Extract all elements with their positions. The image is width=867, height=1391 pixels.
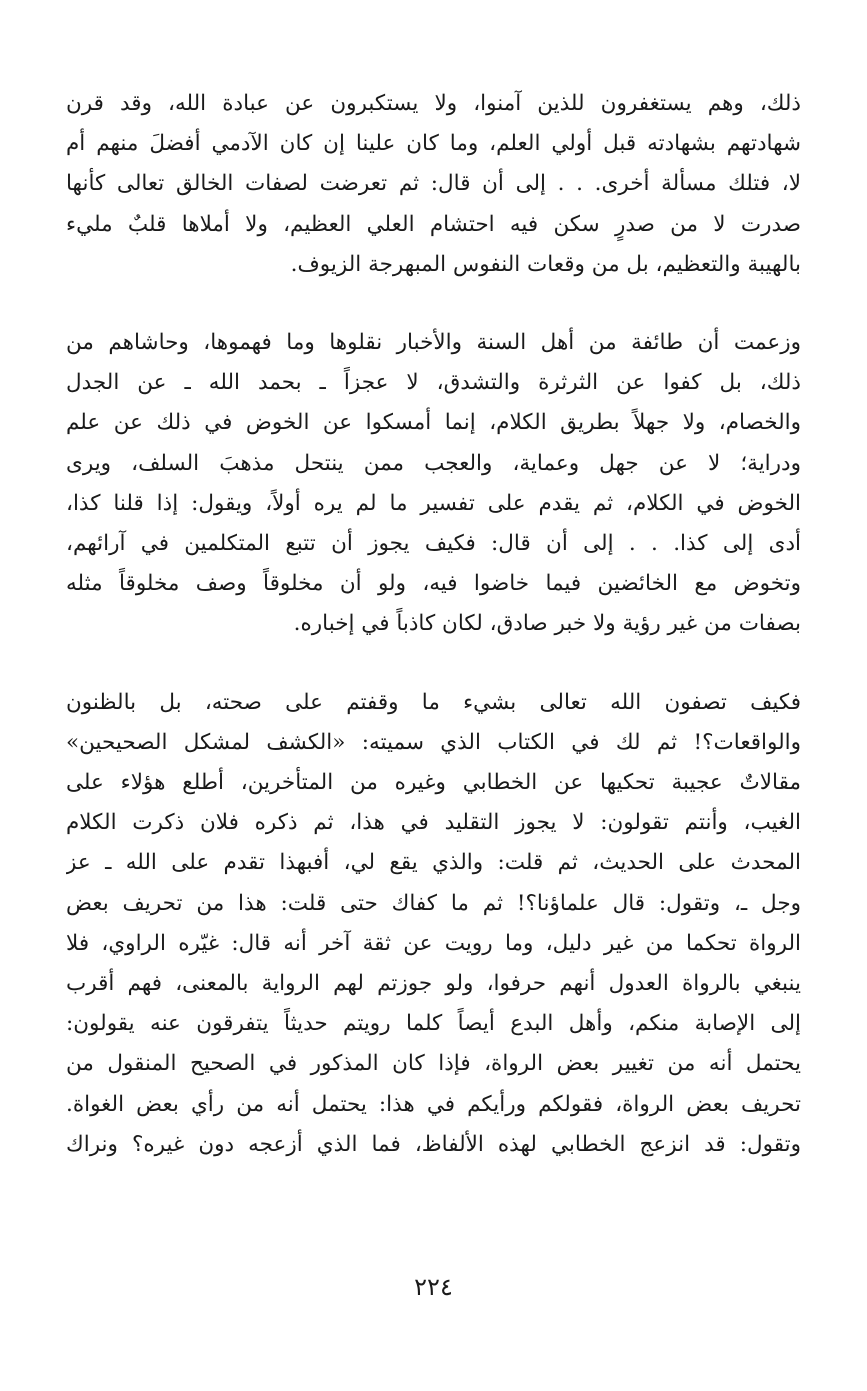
text-line: وزعمت أن طائفة من أهل السنة والأخبار نقلوها وما فهموها، وحاشاهم من [66, 330, 801, 356]
text-line: صدرت لا من صدرٍ سكن فيه احتشام العلي العظيم، ولا أملاها قلبٌ مليء [66, 211, 801, 237]
text-line: الرواة تحكما من غير دليل، وما رويت عن ثقة آخر أنه قال: غيّره الراوي، فلا [66, 930, 801, 956]
text-line: وتخوض مع الخائضين فيما خاضوا فيه، ولو أن مخلوقاً وصف مخلوقاً مثله [66, 571, 801, 597]
text-line: وجل ـ، وتقول: قال علماؤنا؟! ثم ما كفاك حتى قلت: هذا من تحريف بعض [66, 890, 801, 916]
text-line: وتقول: قد انزعج الخطابي لهذه الألفاظ، فما الذي أزعجه دون غيره؟ ونراك [66, 1131, 801, 1157]
text-line: مقالاتٌ عجيبة تحكيها عن الخطابي وغيره من المتأخرين، أطلع هؤلاء على [66, 770, 801, 796]
text-line: فكيف تصفون الله تعالى بشيء ما وقفتم على صحته، بل بالظنون [66, 689, 801, 715]
text-line: ذلك، بل كفوا عن الثرثرة والتشدق، لا عجزاً ـ بحمد الله ـ عن الجدل [66, 370, 801, 396]
text-line: المحدث على الحديث، ثم قلت: والذي يقع لي، أفبهذا تقدم على الله ـ عز [66, 850, 801, 876]
text-line: بالهيبة والتعظيم، بل من وقعات النفوس المبهرجة الزيوف. [290, 251, 801, 277]
text-line: ودراية؛ لا عن جهل وعماية، والعجب ممن ينتحل مذهبَ السلف، ويرى [66, 450, 801, 476]
text-line: الخوض في الكلام، ثم يقدم على تفسير ما لم يره أولاً، ويقول: إذا قلنا كذا، [66, 490, 801, 516]
paragraph-2 [66, 323, 801, 645]
page-body [66, 84, 801, 1203]
paragraph-3 [66, 683, 801, 1165]
text-line: بصفات من غير رؤية ولا خبر صادق، لكان كاذباً في إخباره. [293, 611, 801, 637]
page-number: ٢٢٤ [414, 1273, 453, 1301]
text-line: إلى الإصابة منكم، وأهل البدع أيصاً كلما رويتم حديثاً يتفرقون عنه يقولون: [66, 1011, 801, 1037]
text-line: ينبغي بالرواة العدول أنهم حرفوا، ولو جوزتم لهم الرواية بالمعنى، فهم أقرب [66, 971, 801, 997]
text-line: أدى إلى كذا. . . إلى أن قال: فكيف يجوز أن تتبع المتكلمين في آرائهم، [66, 531, 801, 557]
text-line: والخصام، ولا جهلاً بطريق الكلام، إنما أمسكوا عن الخوض في ذلك عن علم [66, 410, 801, 436]
paragraph-1 [66, 84, 801, 285]
text-line: الغيب، وأنتم تقولون: لا يجوز التقليد في هذا، ثم ذكره فلان ذكرت الكلام [66, 810, 801, 836]
text-line: والواقعات؟! ثم لك في الكتاب الذي سميته: «الكشف لمشكل الصحيحين» [66, 729, 801, 755]
text-line: يحتمل أنه من تغيير بعض الرواة، فإذا كان المذكور في الصحيح المنقول من [66, 1051, 801, 1077]
text-line: ذلك، وهم يستغفرون للذين آمنوا، ولا يستكبرون عن عبادة الله، وقد قرن [66, 91, 801, 116]
text-line: لا، فتلك مسألة أخرى. . . إلى أن قال: ثم تعرضت لصفات الخالق تعالى كأنها [66, 171, 801, 197]
text-line: شهادتهم بشهادته قبل أولي العلم، وما كان علينا إن كان الآدمي أفضلَ منهم أم [66, 131, 801, 157]
text-line: تحريف بعض الرواة، فقولكم ورأيكم في هذا: يحتمل أنه من رأي بعض الغواة. [66, 1091, 801, 1117]
